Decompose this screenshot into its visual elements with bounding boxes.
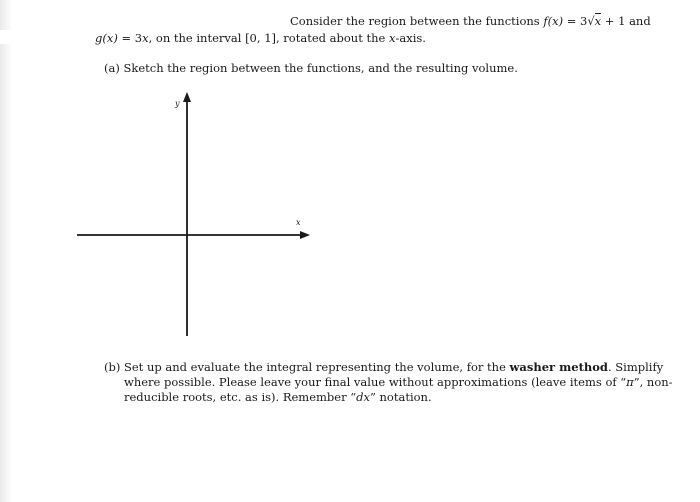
part-b-line1-prefix: (b) Set up and evaluate the integral representing the volume, for the (104, 360, 510, 374)
y-axis-arrowhead (183, 92, 191, 102)
f-lhs: f(x) (543, 14, 564, 28)
g-var: x (142, 31, 149, 45)
sqrt-symbol: √ (587, 14, 595, 28)
part-b-line3-suffix: ” notation. (369, 390, 432, 404)
part-b-line2-suffix: ”, non- (633, 375, 673, 389)
g-eq: = 3 (117, 31, 143, 45)
f-tail: + 1 and (601, 14, 651, 28)
x-axis-arrowhead (300, 231, 310, 239)
intro-prefix: Consider the region between the functions (290, 14, 544, 28)
axis-var: x (388, 31, 396, 45)
pi-symbol: π (626, 375, 634, 389)
part-b-line-3 (124, 390, 432, 405)
washer-method-bold: washer method (509, 360, 608, 374)
part-b-line-2 (124, 375, 673, 390)
interval-text: , on the interval [0, 1], rotated about the (148, 31, 389, 45)
part-a-text: (a) Sketch the region between the functions, and the resulting volume. (104, 61, 518, 75)
part-b-line-1 (104, 360, 663, 375)
g-lhs: g(x) (95, 31, 118, 45)
axis-suffix: -axis. (395, 31, 426, 45)
f-eq: = 3 (563, 14, 588, 28)
f-radicand: x (594, 14, 602, 28)
part-b-line1-suffix: . Simplify (607, 360, 664, 374)
x-axis-label: x (296, 218, 301, 227)
y-axis-label: y (175, 99, 180, 108)
part-b-line3-prefix: reducible roots, etc. as is). Remember “ (124, 390, 357, 404)
part-b-line2-prefix: where possible. Please leave your final value without approximations (leave items of “ (124, 375, 627, 389)
dx-notation: dx (356, 390, 370, 404)
